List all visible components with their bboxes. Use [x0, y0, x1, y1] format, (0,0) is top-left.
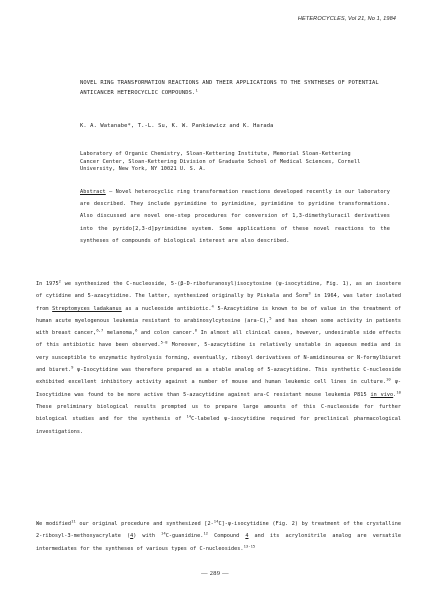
compound-number: 4 — [245, 533, 249, 540]
affiliation-line: Cancer Center, Sloan-Kettering Division of Graduate School of Medical Sciences, Cornell — [80, 158, 361, 165]
reference-note: 5-8 — [160, 340, 168, 346]
text-run: C-labeled ψ-isocytidine required for preclinical pharmacological investigations. — [36, 416, 401, 435]
reference-note: 4 — [211, 303, 214, 309]
body-paragraph-1 — [36, 278, 401, 438]
in-vivo-term: in vivo — [370, 391, 394, 398]
text-run: ψ-Isocytidine was therefore prepared as a stable analog of 5-azacytidine. This synthetic C-nucleoside exhibited excellent inhibitory activity against a number of mouse and human leukemic cell lines in culture. — [36, 367, 401, 386]
reference-note: 9 — [71, 364, 74, 370]
abstract-text: — Novel heterocyclic ring transformation reactions developed recently in our laboratory are described. They include pyrimidine to pyrimidine, pyrimidine to pyridine transformations. Also discussed are novel one-step procedures for conversion of 1,3-dimethyluracil derivatives into the pyrido[2,3-d]pyrimidine system. Some applications of these novel reactions to the syntheses of compounds of biological interest are also described. — [80, 189, 390, 244]
text-run: In almost all clinical cases, however, undesirable side effects of this antibiotic have been observed. — [36, 330, 401, 349]
text-run: and colon cancer. — [137, 330, 195, 337]
text-run: in 1964, was later isolated from — [36, 293, 401, 312]
text-run: as a nucleoside antibiotic. — [121, 305, 212, 312]
reference-note: 13-15 — [243, 543, 256, 549]
isotope-mass: 14 — [161, 530, 166, 536]
abstract — [80, 186, 390, 247]
journal-header: HETEROCYCLES, Vol 21, No 1, 1984 — [297, 16, 396, 22]
organism-name: Streptomyces ladakanus — [52, 305, 122, 312]
text-run: C]-ψ-isocytidine (Fig. 2) by treatment of the crystalline 2-ribosyl-3-methoxyacrylate ( — [36, 521, 401, 540]
body-paragraph-2 — [36, 518, 401, 555]
title-text: NOVEL RING TRANSFORMATION REACTIONS AND THEIR APPLICATIONS TO THE SYNTHESES OF POTENTIAL ANTICANCER HETEROCYCLIC COMPOUNDS. — [80, 80, 379, 96]
text-run: ) with — [133, 533, 162, 540]
text-run: In 1975 — [36, 281, 59, 287]
compound-number: 4 — [130, 533, 134, 540]
text-run: and has shown some activity in patients with breast cancer, — [36, 317, 401, 337]
affiliation-line: University, New York, NY 10021 U. S. A. — [80, 166, 206, 173]
reference-note: 5 — [269, 315, 272, 321]
isotope-mass: 14 — [186, 413, 192, 419]
text-run: Compound — [208, 533, 246, 540]
reference-note: 11 — [71, 518, 76, 524]
text-run: Moreover, 5-azacytidine is relatively unstable in aqueous media and is very susceptible to enzymatic hydrolysis forming, eventually, ribosyl derivatives of N-amidinourea or N-formylbiuret and biuret. — [36, 342, 401, 374]
text-run: ψ-Isocytidine was found to be more active than 5-azacytidine against ara-C resistant mouse leukemia P815 — [36, 379, 401, 398]
affiliation — [80, 151, 380, 174]
text-run: our original procedure and synthesized [2- — [75, 521, 214, 527]
reference-note: 6,7 — [96, 327, 104, 333]
reference-note: 10 — [385, 376, 391, 382]
reference-note: 6 — [194, 327, 198, 333]
reference-note: 3 — [308, 290, 311, 296]
isotope-mass: 14 — [213, 518, 219, 524]
text-run: . — [393, 391, 397, 398]
reference-note: 12 — [203, 530, 209, 536]
text-run: we synthesized the C-nucleoside, 5-(β-D-ribofuranosyl)isocytosine (ψ-isocytidine, Fig. 1), as an isostere of cytidine and 5-azacytidine. The latter, synthesized originally by Piskala and Šorm — [36, 281, 401, 300]
text-run: melanoma, — [103, 330, 136, 337]
title-note: 1 — [195, 87, 198, 93]
text-run: and its acrylonitrile analog are versatile intermediates for the syntheses of various types of C-nucleosides. — [36, 533, 402, 552]
author-list: K. A. Watanabe*, T.-L. Su, K. W. Pankiewicz and K. Harada — [80, 123, 274, 129]
abstract-heading: Abstract — [80, 189, 106, 195]
text-run: These preliminary biological results prompted us to prepare large amounts of this C-nucleoside for further biological studies and for the synthesis of — [36, 403, 401, 423]
paper-title — [80, 78, 380, 98]
text-run: We modified — [36, 521, 72, 527]
page-number: — 289 — — [201, 570, 229, 577]
reference-note: 2 — [58, 278, 61, 284]
text-run: C-guanidine. — [165, 533, 204, 540]
reference-note: 10 — [396, 389, 401, 395]
reference-note: 6 — [135, 327, 138, 333]
text-run: 5-Azacytidine is known to be of value in the treatment of human acute myelogenous leukemia resistant to arabinosylcytosine (ara-C), — [36, 305, 401, 324]
affiliation-line: Laboratory of Organic Chemistry, Sloan-Kettering Institute, Memorial Sloan-Kettering — [80, 151, 351, 157]
